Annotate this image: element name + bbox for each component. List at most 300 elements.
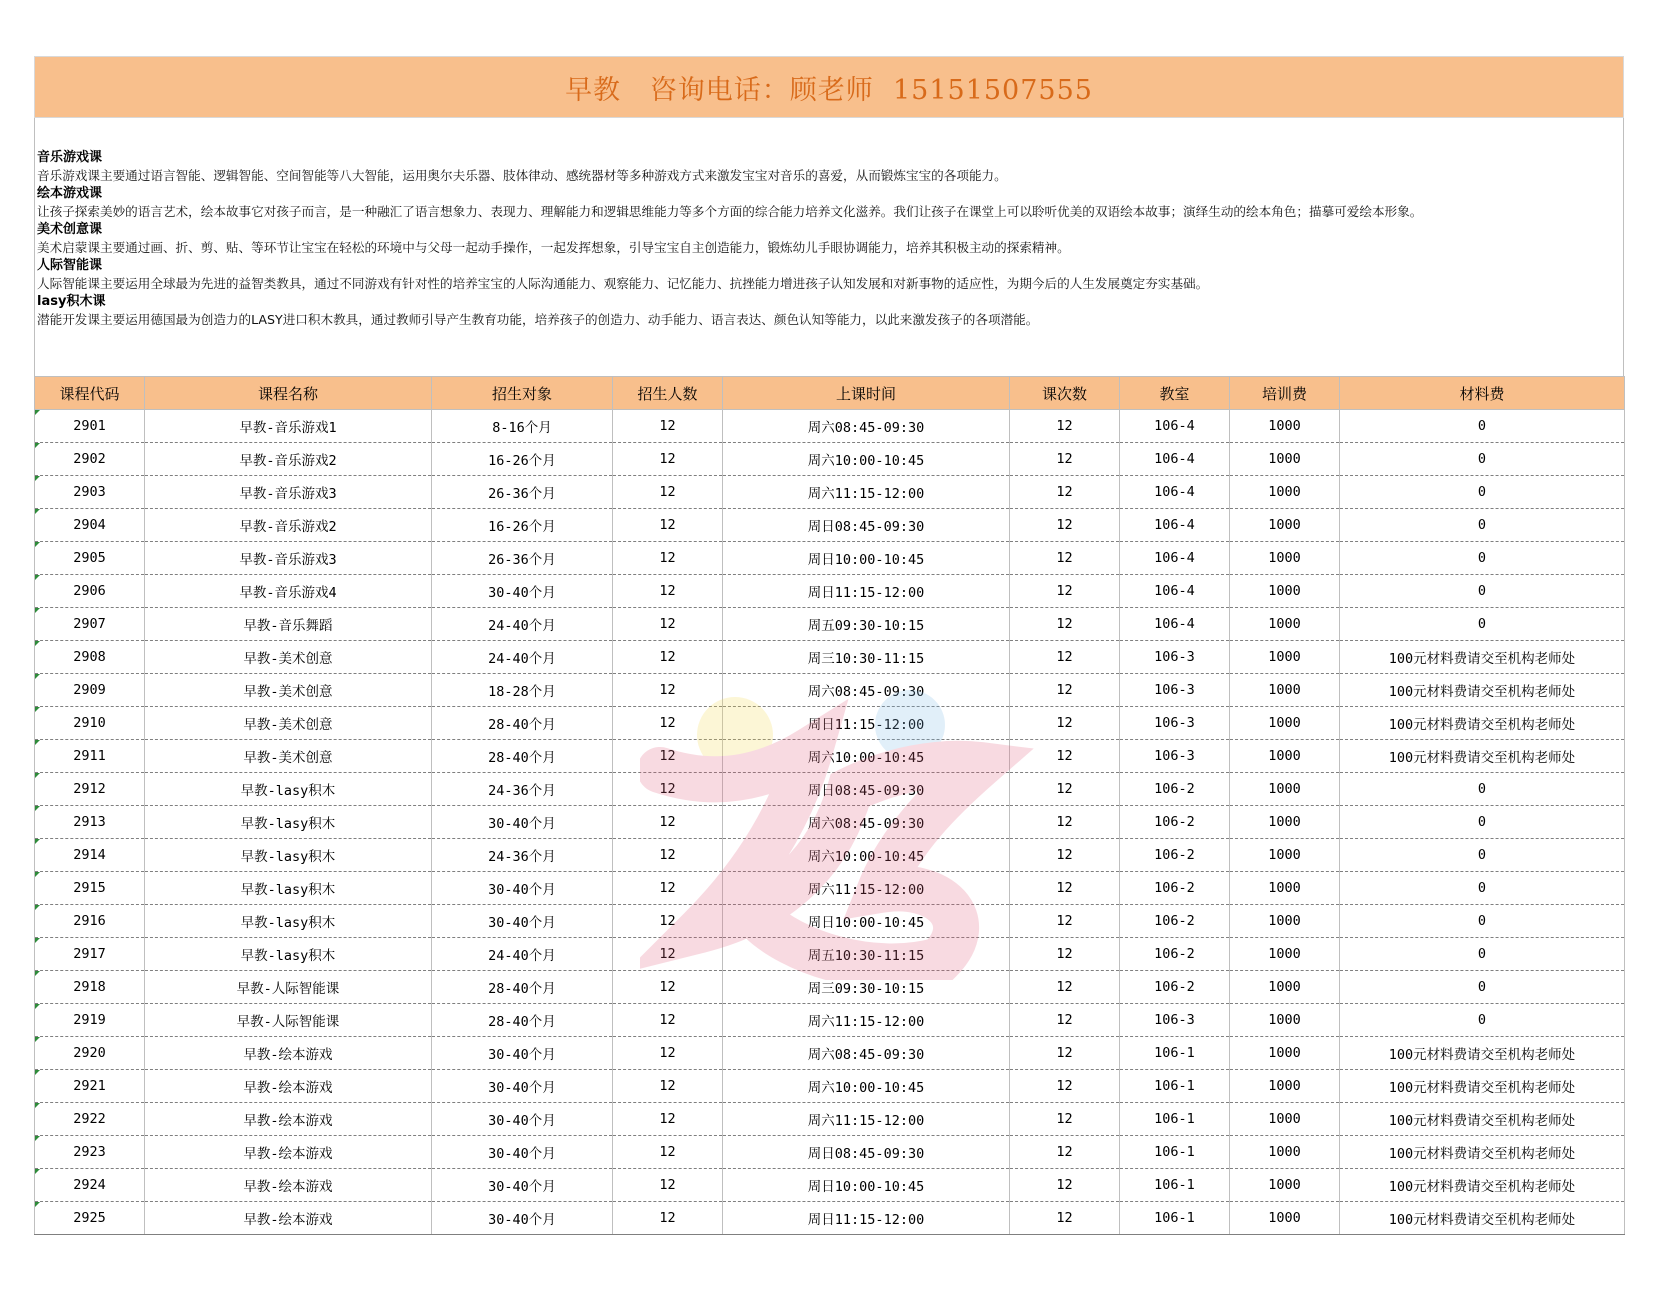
cell-material-text: 0: [1477, 880, 1487, 896]
cell-time-text: 周六08:45-09:30: [807, 816, 925, 832]
cell-code-text: 2923: [73, 1144, 106, 1160]
cell-target-text: 30-40个月: [488, 1113, 556, 1129]
cell-room: [1120, 476, 1230, 509]
cell-target: [432, 1136, 613, 1169]
cell-target-text: 30-40个月: [488, 1146, 556, 1162]
cell-target-text: 16-26个月: [488, 453, 556, 469]
cell-time: [723, 707, 1010, 740]
cell-time: [723, 542, 1010, 575]
cell-target: [432, 443, 613, 476]
cell-time-text: 周六08:45-09:30: [807, 420, 925, 436]
cell-capacity-text: 12: [659, 880, 676, 896]
cell-capacity-text: 12: [659, 1210, 676, 1226]
cell-name-text: 早教-绘本游戏: [243, 1146, 333, 1162]
cell-target-text: 30-40个月: [488, 816, 556, 832]
cell-code-text: 2908: [73, 649, 106, 665]
cell-code-text: 2910: [73, 715, 106, 731]
cell-capacity: [613, 905, 723, 938]
cell-capacity-text: 12: [659, 583, 676, 599]
cell-room: [1120, 608, 1230, 641]
cell-target: [432, 905, 613, 938]
cell-target-text: 30-40个月: [488, 1179, 556, 1195]
cell-fee: [1230, 1037, 1340, 1070]
cell-name-text: 早教-音乐舞蹈: [243, 618, 333, 634]
desc-heading: 绘本游戏课: [37, 186, 103, 201]
cell-marker-icon: [35, 608, 40, 613]
cell-room-text: 106-1: [1154, 1177, 1195, 1193]
cell-material: [1340, 1004, 1625, 1037]
cell-sessions-text: 12: [1056, 913, 1073, 929]
cell-capacity-text: 12: [659, 1045, 676, 1061]
cell-room-text: 106-2: [1154, 880, 1195, 896]
cell-target: [432, 971, 613, 1004]
cell-fee-text: 1000: [1268, 880, 1301, 896]
cell-material: [1340, 1070, 1625, 1103]
cell-target-text: 8-16个月: [492, 420, 552, 436]
cell-name-text: 早教-人际智能课: [236, 1014, 340, 1030]
cell-room-text: 106-1: [1154, 1111, 1195, 1127]
cell-material-text: 100元材料费请交至机构老师处: [1388, 750, 1576, 766]
cell-time-text: 周六10:00-10:45: [807, 453, 925, 469]
cell-target: [432, 575, 613, 608]
cell-code: [35, 707, 145, 740]
cell-capacity: [613, 575, 723, 608]
cell-capacity-text: 12: [659, 1078, 676, 1094]
cell-time: [723, 839, 1010, 872]
desc-block-music: [37, 149, 1621, 185]
cell-room: [1120, 410, 1230, 443]
cell-fee-text: 1000: [1268, 484, 1301, 500]
cell-name-text: 早教-lasy积木: [240, 783, 336, 799]
cell-target-text: 30-40个月: [488, 882, 556, 898]
cell-room: [1120, 542, 1230, 575]
table-row: [35, 773, 1625, 806]
cell-capacity-text: 12: [659, 451, 676, 467]
table-row: [35, 476, 1625, 509]
cell-target-text: 28-40个月: [488, 981, 556, 997]
table-row: [35, 542, 1625, 575]
cell-room-text: 106-4: [1154, 451, 1195, 467]
cell-sessions-text: 12: [1056, 517, 1073, 533]
cell-code-text: 2912: [73, 781, 106, 797]
cell-fee: [1230, 410, 1340, 443]
cell-fee: [1230, 938, 1340, 971]
cell-material: [1340, 641, 1625, 674]
cell-time: [723, 905, 1010, 938]
cell-marker-icon: [35, 674, 40, 679]
cell-capacity-text: 12: [659, 814, 676, 830]
cell-material: [1340, 410, 1625, 443]
cell-sessions-text: 12: [1056, 1144, 1073, 1160]
cell-code: [35, 806, 145, 839]
cell-sessions: [1010, 1202, 1120, 1235]
cell-fee-text: 1000: [1268, 1012, 1301, 1028]
table-row: [35, 707, 1625, 740]
cell-fee-text: 1000: [1268, 550, 1301, 566]
cell-material: [1340, 839, 1625, 872]
cell-capacity-text: 12: [659, 946, 676, 962]
cell-target: [432, 1070, 613, 1103]
cell-code: [35, 410, 145, 443]
cell-target: [432, 1004, 613, 1037]
cell-code: [35, 872, 145, 905]
cell-capacity: [613, 1004, 723, 1037]
cell-sessions-text: 12: [1056, 649, 1073, 665]
cell-target-text: 30-40个月: [488, 1080, 556, 1096]
cell-capacity-text: 12: [659, 781, 676, 797]
cell-time: [723, 740, 1010, 773]
cell-room: [1120, 443, 1230, 476]
cell-target: [432, 707, 613, 740]
cell-time: [723, 410, 1010, 443]
cell-code-text: 2904: [73, 517, 106, 533]
cell-room: [1120, 905, 1230, 938]
cell-material: [1340, 674, 1625, 707]
cell-fee: [1230, 971, 1340, 1004]
cell-target: [432, 1202, 613, 1235]
cell-name: [145, 641, 432, 674]
cell-time: [723, 938, 1010, 971]
cell-marker-icon: [35, 1103, 40, 1108]
cell-target-text: 30-40个月: [488, 915, 556, 931]
cell-fee-text: 1000: [1268, 913, 1301, 929]
cell-fee-text: 1000: [1268, 1111, 1301, 1127]
cell-fee-text: 1000: [1268, 946, 1301, 962]
cell-material: [1340, 1136, 1625, 1169]
cell-material-text: 100元材料费请交至机构老师处: [1388, 1047, 1576, 1063]
cell-marker-icon: [35, 1169, 40, 1174]
cell-time-text: 周日11:15-12:00: [807, 717, 925, 733]
cell-sessions-text: 12: [1056, 1045, 1073, 1061]
cell-sessions: [1010, 1070, 1120, 1103]
cell-name-text: 早教-音乐游戏3: [239, 552, 337, 568]
cell-marker-icon: [35, 410, 40, 415]
cell-room: [1120, 938, 1230, 971]
cell-code-text: 2902: [73, 451, 106, 467]
cell-sessions: [1010, 938, 1120, 971]
cell-target-text: 30-40个月: [488, 1212, 556, 1228]
cell-target-text: 24-40个月: [488, 618, 556, 634]
table-row: [35, 1169, 1625, 1202]
cell-fee-text: 1000: [1268, 814, 1301, 830]
cell-room-text: 106-4: [1154, 517, 1195, 533]
cell-name-text: 早教-美术创意: [243, 750, 333, 766]
cell-marker-icon: [35, 509, 40, 514]
cell-capacity-text: 12: [659, 748, 676, 764]
cell-name-text: 早教-lasy积木: [240, 816, 336, 832]
cell-name: [145, 410, 432, 443]
cell-time-text: 周日11:15-12:00: [807, 1212, 925, 1228]
cell-fee: [1230, 476, 1340, 509]
cell-target-text: 26-36个月: [488, 552, 556, 568]
cell-room-text: 106-3: [1154, 748, 1195, 764]
cell-name-text: 早教-绘本游戏: [243, 1212, 333, 1228]
cell-sessions: [1010, 1169, 1120, 1202]
cell-name-text: 早教-美术创意: [243, 717, 333, 733]
cell-material-text: 0: [1477, 781, 1487, 797]
cell-room-text: 106-1: [1154, 1210, 1195, 1226]
desc-heading: lasy积木课: [37, 294, 106, 309]
cell-capacity-text: 12: [659, 550, 676, 566]
cell-room: [1120, 806, 1230, 839]
table-row: [35, 1136, 1625, 1169]
cell-name-text: 早教-音乐游戏2: [239, 453, 337, 469]
cell-room: [1120, 1070, 1230, 1103]
cell-capacity: [613, 641, 723, 674]
cell-fee-text: 1000: [1268, 1177, 1301, 1193]
cell-name-text: 早教-lasy积木: [240, 849, 336, 865]
cell-room-text: 106-1: [1154, 1078, 1195, 1094]
cell-code: [35, 773, 145, 806]
desc-text: 人际智能课主要运用全球最为先进的益智类教具，通过不同游戏有针对性的培养宝宝的人际沟通能力、观察能力、记忆能力、抗挫能力增进孩子认知发展和对新事物的适应性，为期今后的人生发展奠定夯实基础。: [37, 276, 1209, 291]
cell-name: [145, 443, 432, 476]
cell-code: [35, 938, 145, 971]
cell-marker-icon: [35, 839, 40, 844]
cell-material-text: 0: [1477, 517, 1487, 533]
cell-room: [1120, 674, 1230, 707]
cell-material: [1340, 476, 1625, 509]
cell-fee-text: 1000: [1268, 847, 1301, 863]
cell-time-text: 周六08:45-09:30: [807, 684, 925, 700]
cell-time: [723, 1037, 1010, 1070]
cell-code-text: 2914: [73, 847, 106, 863]
table-row: [35, 872, 1625, 905]
cell-marker-icon: [35, 1136, 40, 1141]
cell-room-text: 106-2: [1154, 913, 1195, 929]
cell-capacity: [613, 1136, 723, 1169]
cell-material-text: 0: [1477, 583, 1487, 599]
cell-name: [145, 509, 432, 542]
cell-target-text: 24-36个月: [488, 783, 556, 799]
cell-time-text: 周六10:00-10:45: [807, 750, 925, 766]
desc-text: 让孩子探索美妙的语言艺术，绘本故事它对孩子而言，是一种融汇了语言想象力、表现力、理解能力和逻辑思维能力等多个方面的综合能力培养文化滋养。我们让孩子在课堂上可以聆听优美的双语绘本故事；演绎生动的绘本角色；描摹可爱绘本形象。: [37, 204, 1423, 219]
cell-time: [723, 806, 1010, 839]
cell-fee: [1230, 806, 1340, 839]
cell-room-text: 106-2: [1154, 814, 1195, 830]
cell-code: [35, 641, 145, 674]
course-table: [34, 376, 1625, 1235]
cell-fee-text: 1000: [1268, 649, 1301, 665]
cell-capacity: [613, 938, 723, 971]
cell-capacity-text: 12: [659, 913, 676, 929]
cell-name-text: 早教-lasy积木: [240, 948, 336, 964]
col-header-capacity: 招生人数: [613, 377, 723, 410]
cell-fee: [1230, 707, 1340, 740]
cell-target-text: 28-40个月: [488, 1014, 556, 1030]
col-header-time: 上课时间: [723, 377, 1010, 410]
cell-code-text: 2916: [73, 913, 106, 929]
cell-room-text: 106-4: [1154, 418, 1195, 434]
cell-material: [1340, 1037, 1625, 1070]
cell-sessions-text: 12: [1056, 583, 1073, 599]
cell-name: [145, 1169, 432, 1202]
desc-block-lasy: [37, 293, 1621, 329]
cell-fee: [1230, 608, 1340, 641]
cell-fee-text: 1000: [1268, 517, 1301, 533]
table-row: [35, 1070, 1625, 1103]
cell-sessions: [1010, 872, 1120, 905]
cell-time: [723, 608, 1010, 641]
cell-room-text: 106-4: [1154, 583, 1195, 599]
cell-code: [35, 443, 145, 476]
cell-sessions: [1010, 1037, 1120, 1070]
cell-material-text: 0: [1477, 616, 1487, 632]
table-row: [35, 971, 1625, 1004]
col-header-name: 课程名称: [145, 377, 432, 410]
cell-target: [432, 938, 613, 971]
cell-sessions-text: 12: [1056, 715, 1073, 731]
cell-room-text: 106-2: [1154, 979, 1195, 995]
cell-code: [35, 1070, 145, 1103]
cell-time-text: 周六11:15-12:00: [807, 882, 925, 898]
cell-target: [432, 608, 613, 641]
desc-block-interpersonal: [37, 257, 1621, 293]
cell-name: [145, 773, 432, 806]
cell-material: [1340, 509, 1625, 542]
cell-name: [145, 1070, 432, 1103]
cell-sessions: [1010, 641, 1120, 674]
cell-name: [145, 1037, 432, 1070]
desc-text: 潜能开发课主要运用德国最为创造力的LASY进口积木教具，通过教师引导产生教育功能，培养孩子的创造力、动手能力、语言表达、颜色认知等能力，以此来激发孩子的各项潜能。: [37, 312, 1039, 327]
cell-material-text: 100元材料费请交至机构老师处: [1388, 1146, 1576, 1162]
cell-time-text: 周日11:15-12:00: [807, 585, 925, 601]
cell-material-text: 0: [1477, 484, 1487, 500]
cell-code: [35, 509, 145, 542]
col-header-material: 材料费: [1340, 377, 1625, 410]
course-descriptions: [34, 118, 1624, 376]
cell-capacity: [613, 608, 723, 641]
cell-target-text: 18-28个月: [488, 684, 556, 700]
table-row: [35, 905, 1625, 938]
cell-capacity-text: 12: [659, 1012, 676, 1028]
cell-name: [145, 575, 432, 608]
cell-fee: [1230, 872, 1340, 905]
table-row: [35, 410, 1625, 443]
cell-time-text: 周六11:15-12:00: [807, 1014, 925, 1030]
cell-material-text: 0: [1477, 451, 1487, 467]
cell-material-text: 100元材料费请交至机构老师处: [1388, 1113, 1576, 1129]
cell-material-text: 100元材料费请交至机构老师处: [1388, 684, 1576, 700]
cell-material: [1340, 575, 1625, 608]
cell-capacity: [613, 806, 723, 839]
cell-name: [145, 905, 432, 938]
cell-fee-text: 1000: [1268, 781, 1301, 797]
cell-fee: [1230, 575, 1340, 608]
table-row: [35, 938, 1625, 971]
cell-capacity-text: 12: [659, 616, 676, 632]
cell-code-text: 2907: [73, 616, 106, 632]
cell-sessions-text: 12: [1056, 451, 1073, 467]
cell-room: [1120, 1103, 1230, 1136]
cell-capacity: [613, 1202, 723, 1235]
cell-sessions-text: 12: [1056, 1177, 1073, 1193]
cell-target: [432, 740, 613, 773]
cell-name: [145, 476, 432, 509]
cell-target: [432, 1037, 613, 1070]
cell-time-text: 周六08:45-09:30: [807, 1047, 925, 1063]
cell-name-text: 早教-绘本游戏: [243, 1047, 333, 1063]
cell-code: [35, 1136, 145, 1169]
cell-time-text: 周日08:45-09:30: [807, 1146, 925, 1162]
cell-code: [35, 608, 145, 641]
cell-marker-icon: [35, 641, 40, 646]
cell-capacity: [613, 1103, 723, 1136]
cell-sessions-text: 12: [1056, 682, 1073, 698]
cell-time-text: 周三10:30-11:15: [807, 651, 925, 667]
cell-capacity: [613, 542, 723, 575]
cell-sessions: [1010, 443, 1120, 476]
cell-room: [1120, 839, 1230, 872]
cell-sessions-text: 12: [1056, 979, 1073, 995]
cell-capacity: [613, 707, 723, 740]
cell-name-text: 早教-音乐游戏4: [239, 585, 337, 601]
cell-material: [1340, 1169, 1625, 1202]
cell-material: [1340, 773, 1625, 806]
cell-code: [35, 575, 145, 608]
cell-material: [1340, 740, 1625, 773]
cell-code: [35, 1202, 145, 1235]
cell-name-text: 早教-绘本游戏: [243, 1179, 333, 1195]
col-header-sessions: 课次数: [1010, 377, 1120, 410]
cell-target: [432, 509, 613, 542]
cell-time-text: 周日10:00-10:45: [807, 552, 925, 568]
cell-sessions-text: 12: [1056, 847, 1073, 863]
cell-sessions: [1010, 1004, 1120, 1037]
cell-room: [1120, 1037, 1230, 1070]
table-body: [35, 410, 1625, 1235]
cell-room-text: 106-1: [1154, 1144, 1195, 1160]
cell-room: [1120, 1202, 1230, 1235]
cell-code: [35, 1037, 145, 1070]
cell-sessions: [1010, 740, 1120, 773]
cell-target: [432, 476, 613, 509]
cell-capacity-text: 12: [659, 1177, 676, 1193]
cell-capacity: [613, 443, 723, 476]
cell-target-text: 28-40个月: [488, 750, 556, 766]
cell-target-text: 24-40个月: [488, 948, 556, 964]
schedule-sheet: [34, 56, 1624, 1235]
cell-code-text: 2924: [73, 1177, 106, 1193]
cell-material: [1340, 707, 1625, 740]
cell-material: [1340, 938, 1625, 971]
cell-code-text: 2920: [73, 1045, 106, 1061]
cell-room-text: 106-3: [1154, 649, 1195, 665]
cell-room: [1120, 575, 1230, 608]
cell-material-text: 100元材料费请交至机构老师处: [1388, 1179, 1576, 1195]
cell-sessions: [1010, 707, 1120, 740]
cell-room: [1120, 641, 1230, 674]
cell-code-text: 2915: [73, 880, 106, 896]
cell-fee: [1230, 641, 1340, 674]
cell-time: [723, 443, 1010, 476]
cell-room: [1120, 1136, 1230, 1169]
cell-code-text: 2919: [73, 1012, 106, 1028]
cell-name: [145, 806, 432, 839]
cell-time-text: 周六10:00-10:45: [807, 849, 925, 865]
cell-name-text: 早教-音乐游戏1: [239, 420, 337, 436]
cell-capacity: [613, 839, 723, 872]
cell-material-text: 0: [1477, 979, 1487, 995]
cell-room: [1120, 509, 1230, 542]
cell-name: [145, 938, 432, 971]
cell-capacity: [613, 476, 723, 509]
cell-material: [1340, 806, 1625, 839]
cell-fee: [1230, 1070, 1340, 1103]
cell-fee: [1230, 542, 1340, 575]
cell-sessions: [1010, 608, 1120, 641]
desc-heading: 美术创意课: [37, 222, 103, 237]
cell-name: [145, 707, 432, 740]
